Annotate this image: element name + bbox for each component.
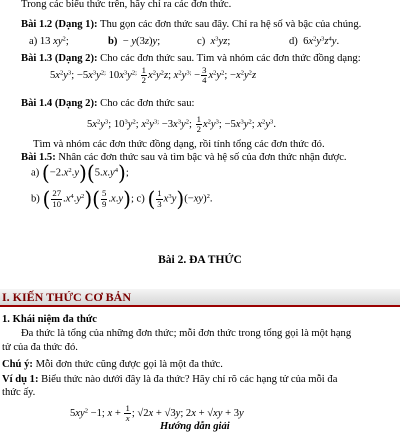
- exercise-1-4-text: Cho các đơn thức sau:: [97, 98, 195, 109]
- exercise-1-4: [21, 97, 194, 110]
- note-label: Chú ý:: [2, 359, 33, 370]
- example-label: Ví dụ 1:: [2, 374, 39, 385]
- solution-heading: Hướng dẫn giải: [160, 421, 230, 432]
- example-line-1: [2, 373, 337, 386]
- exercise-1-4-label: Bài 1.4 (Dạng 2):: [21, 98, 98, 109]
- intro-line: Trong các biểu thức trên, hãy chỉ ra các đơn thức.: [21, 0, 232, 10]
- example-expressions: $5xy^2 -1$; x + $\frac{1}{x}$ ; √2x + √3y; 2x + √xy + 3y: [70, 403, 244, 424]
- concept-heading-text: 1. Khái niệm đa thức: [2, 314, 97, 325]
- lesson-title: Bài 2. ĐA THỨC: [158, 254, 242, 266]
- example-text: Biểu thức nào dưới đây là đa thức? Hãy chỉ rõ các hạng tử của mỗi đa: [38, 374, 338, 385]
- exercise-1-3-text: Cho các đơn thức sau. Tìm và nhóm các đơn thức đồng dạng:: [97, 53, 361, 64]
- exercise-1-3-label: Bài 1.3 (Dạng 2):: [21, 53, 98, 64]
- note-text: Mỗi đơn thức cũng được gọi là một đa thức.: [32, 359, 223, 370]
- concept-line-2: tử của đa thức đó.: [2, 342, 78, 353]
- exercise-1-5-item-b-c: b) ( $\frac{27}{10}$ $.x^4.y^2$)( $\frac{5}{9}$ .x.y); c) ( $\frac{1}{3}$ $x^3y)(-xy)^2$.: [31, 187, 213, 211]
- note-line: [2, 358, 223, 371]
- exercise-1-2-label: Bài 1.2 (Dạng 1):: [21, 19, 98, 30]
- exercise-1-4-monomials: $5x^2y^3$; $10^3y^2$; $x^2y^{3;} -3x^3y^2$; $\frac{1}{2}$ $x^2y^3$; $-5x^3y^2$; $x^2y^3$.: [87, 114, 276, 135]
- exercise-1-2-item-a: a) 13 $xy^2$;: [29, 35, 69, 47]
- exercise-1-2-item-d: d) $6x^2y^3z^4y$.: [289, 35, 340, 47]
- section-heading-band: [0, 289, 400, 307]
- exercise-1-3: [21, 52, 361, 65]
- example-line-2: thức ấy.: [2, 387, 36, 398]
- exercise-1-2: [21, 18, 361, 31]
- exercise-1-2-text: Thu gọn các đơn thức sau đây. Chỉ ra hệ số và bậc của chúng.: [97, 19, 362, 30]
- concept-heading: [2, 313, 97, 326]
- exercise-1-3-monomials: $5x^2y^3$; $-5x^3y^{2;}$ $10x^3y^{2;}$ $\frac{1}{2}$ $x^2y^2z$; $x^2y^{3;}$ − $\frac{3}{4}$ $x^2y^2$; $-x^2y^2z$: [50, 65, 257, 86]
- exercise-1-5-label: Bài 1.5:: [21, 152, 56, 163]
- exercise-1-4-instruction: Tìm và nhóm các đơn thức đồng dạng, rồi tính tổng các đơn thức đó.: [33, 139, 325, 150]
- concept-line-1: Đa thức là tổng của những đơn thức; mỗi đơn thức trong tổng gọi là một hạng: [21, 328, 352, 339]
- exercise-1-2-item-b: b) − y(3z)y;: [108, 36, 161, 47]
- exercise-1-5-item-a: a) $(-2.x^2.y)(5.x.y^4)$;: [31, 161, 129, 185]
- exercise-1-2-item-c: c) $x^3yz$;: [197, 35, 231, 47]
- exercise-1-5-text: Nhân các đơn thức sau và tìm bậc và hệ số của đơn thức nhận được.: [55, 152, 347, 163]
- section-heading: I. KIẾN THỨC CƠ BẢN: [2, 290, 132, 304]
